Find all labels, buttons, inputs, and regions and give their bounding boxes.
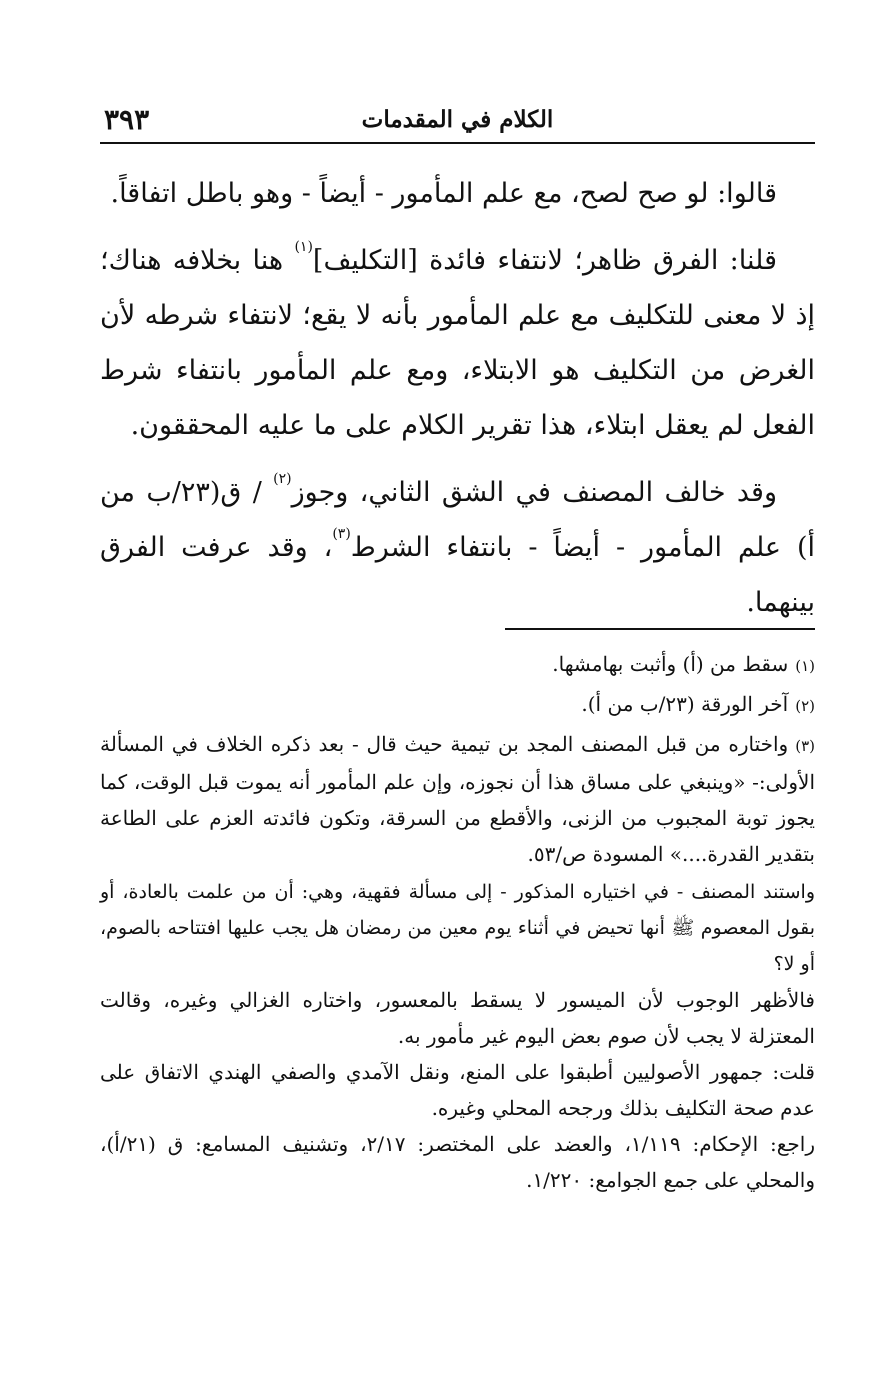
main-text [100, 166, 815, 630]
footnote-1-number: (١) [795, 657, 815, 675]
paragraph-3-text-b: / ق(٢٣/ب من أ) علم المأمور - أيضاً - بانتفاء الشرط [100, 477, 815, 563]
paragraph-3 [100, 465, 815, 630]
footnote-3-paragraph-4: قلت: جمهور الأصوليين أطبقوا على المنع، ونقل الآمدي والصفي الهندي الاتفاق على عدم صحة التكليف بذلك ورجحه المحلي وغيره. [100, 1060, 815, 1120]
paragraph-3-text-a: وقد خالف المصنف في الشق الثاني، وجوز [291, 477, 777, 508]
footnote-divider [505, 628, 815, 630]
footnote-3-paragraph-2: واستند المصنف - في اختياره المذكور - إلى مسألة فقهية، وهي: أن من علمت بالعادة، أو بقول المعصوم ﷺ أنها تحيض في أثناء يوم معين من رمضان هل يجب عليها افتتاحه بالصوم، أو لا؟ [100, 881, 815, 975]
book-page [100, 90, 815, 1330]
footnote-1 [100, 646, 815, 684]
footnote-3-paragraph-5: راجع: الإحكام: ١/١١٩، والعضد على المختصر: ٢/١٧، وتشنيف المسامع: ق (٢١/أ)، والمحلي على جمع الجوامع: ١/٢٢٠. [100, 1132, 815, 1192]
footnote-ref-1: (١) [294, 239, 313, 255]
paragraph-1-text: قالوا: لو صح لصح، مع علم المأمور - أيضاً - وهو باطل اتفاقاً. [110, 178, 777, 209]
footnote-ref-3: (٣) [332, 526, 351, 542]
paragraph-2-text-a: قلنا: الفرق ظاهر؛ لانتفاء فائدة [التكليف] [312, 245, 777, 276]
running-title: الكلام في المقدمات [361, 106, 554, 133]
footnote-2-number: (٢) [795, 697, 815, 715]
paragraph-2 [100, 233, 815, 453]
footnote-2-text: آخر الورقة (٢٣/ب من أ). [581, 692, 789, 716]
footnote-ref-2: (٢) [273, 471, 292, 487]
paragraph-1 [100, 166, 815, 221]
paragraph-2-text-b: هنا بخلافه هناك؛ إذ لا معنى للتكليف مع علم المأمور بأنه لا يقع؛ لانتفاء شرطه لأن الغرض من التكليف هو الابتلاء، ومع علم المأمور بانتفاء شرط الفعل لم يعقل ابتلاء، هذا تقرير الكلام على ما عليه المحققون. [100, 245, 815, 441]
footnotes [100, 646, 815, 1198]
footnote-1-text: سقط من (أ) وأثبت بهامشها. [552, 652, 789, 676]
page-number: ٣٩٣ [104, 103, 150, 136]
paragraph-3-text-c: ، وقد عرفت الفرق بينهما. [100, 532, 815, 618]
footnote-2 [100, 686, 815, 724]
footnote-3-text: واختاره من قبل المصنف المجد بن تيمية حيث قال - بعد ذكره الخلاف في المسألة الأولى:- «وينبغي على مساق هذا أن نجوزه، وإن علم المأمور أنه يموت قبل الوقت، كما يجوز توبة المجبوب من الزنى، والأقطع من السرقة، وتكون فائدته العزم على الطاعة بتقدير القدرة....» المسودة ص/٥٣. [100, 732, 815, 866]
footnote-3-paragraph-3: فالأظهر الوجوب لأن الميسور لا يسقط بالمعسور، واختاره الغزالي وغيره، وقالت المعتزلة لا يجب لأن صوم بعض اليوم غير مأمور به. [100, 988, 815, 1048]
footnote-3-number: (٣) [795, 737, 815, 755]
footnote-3 [100, 726, 815, 872]
page-header [100, 102, 815, 144]
